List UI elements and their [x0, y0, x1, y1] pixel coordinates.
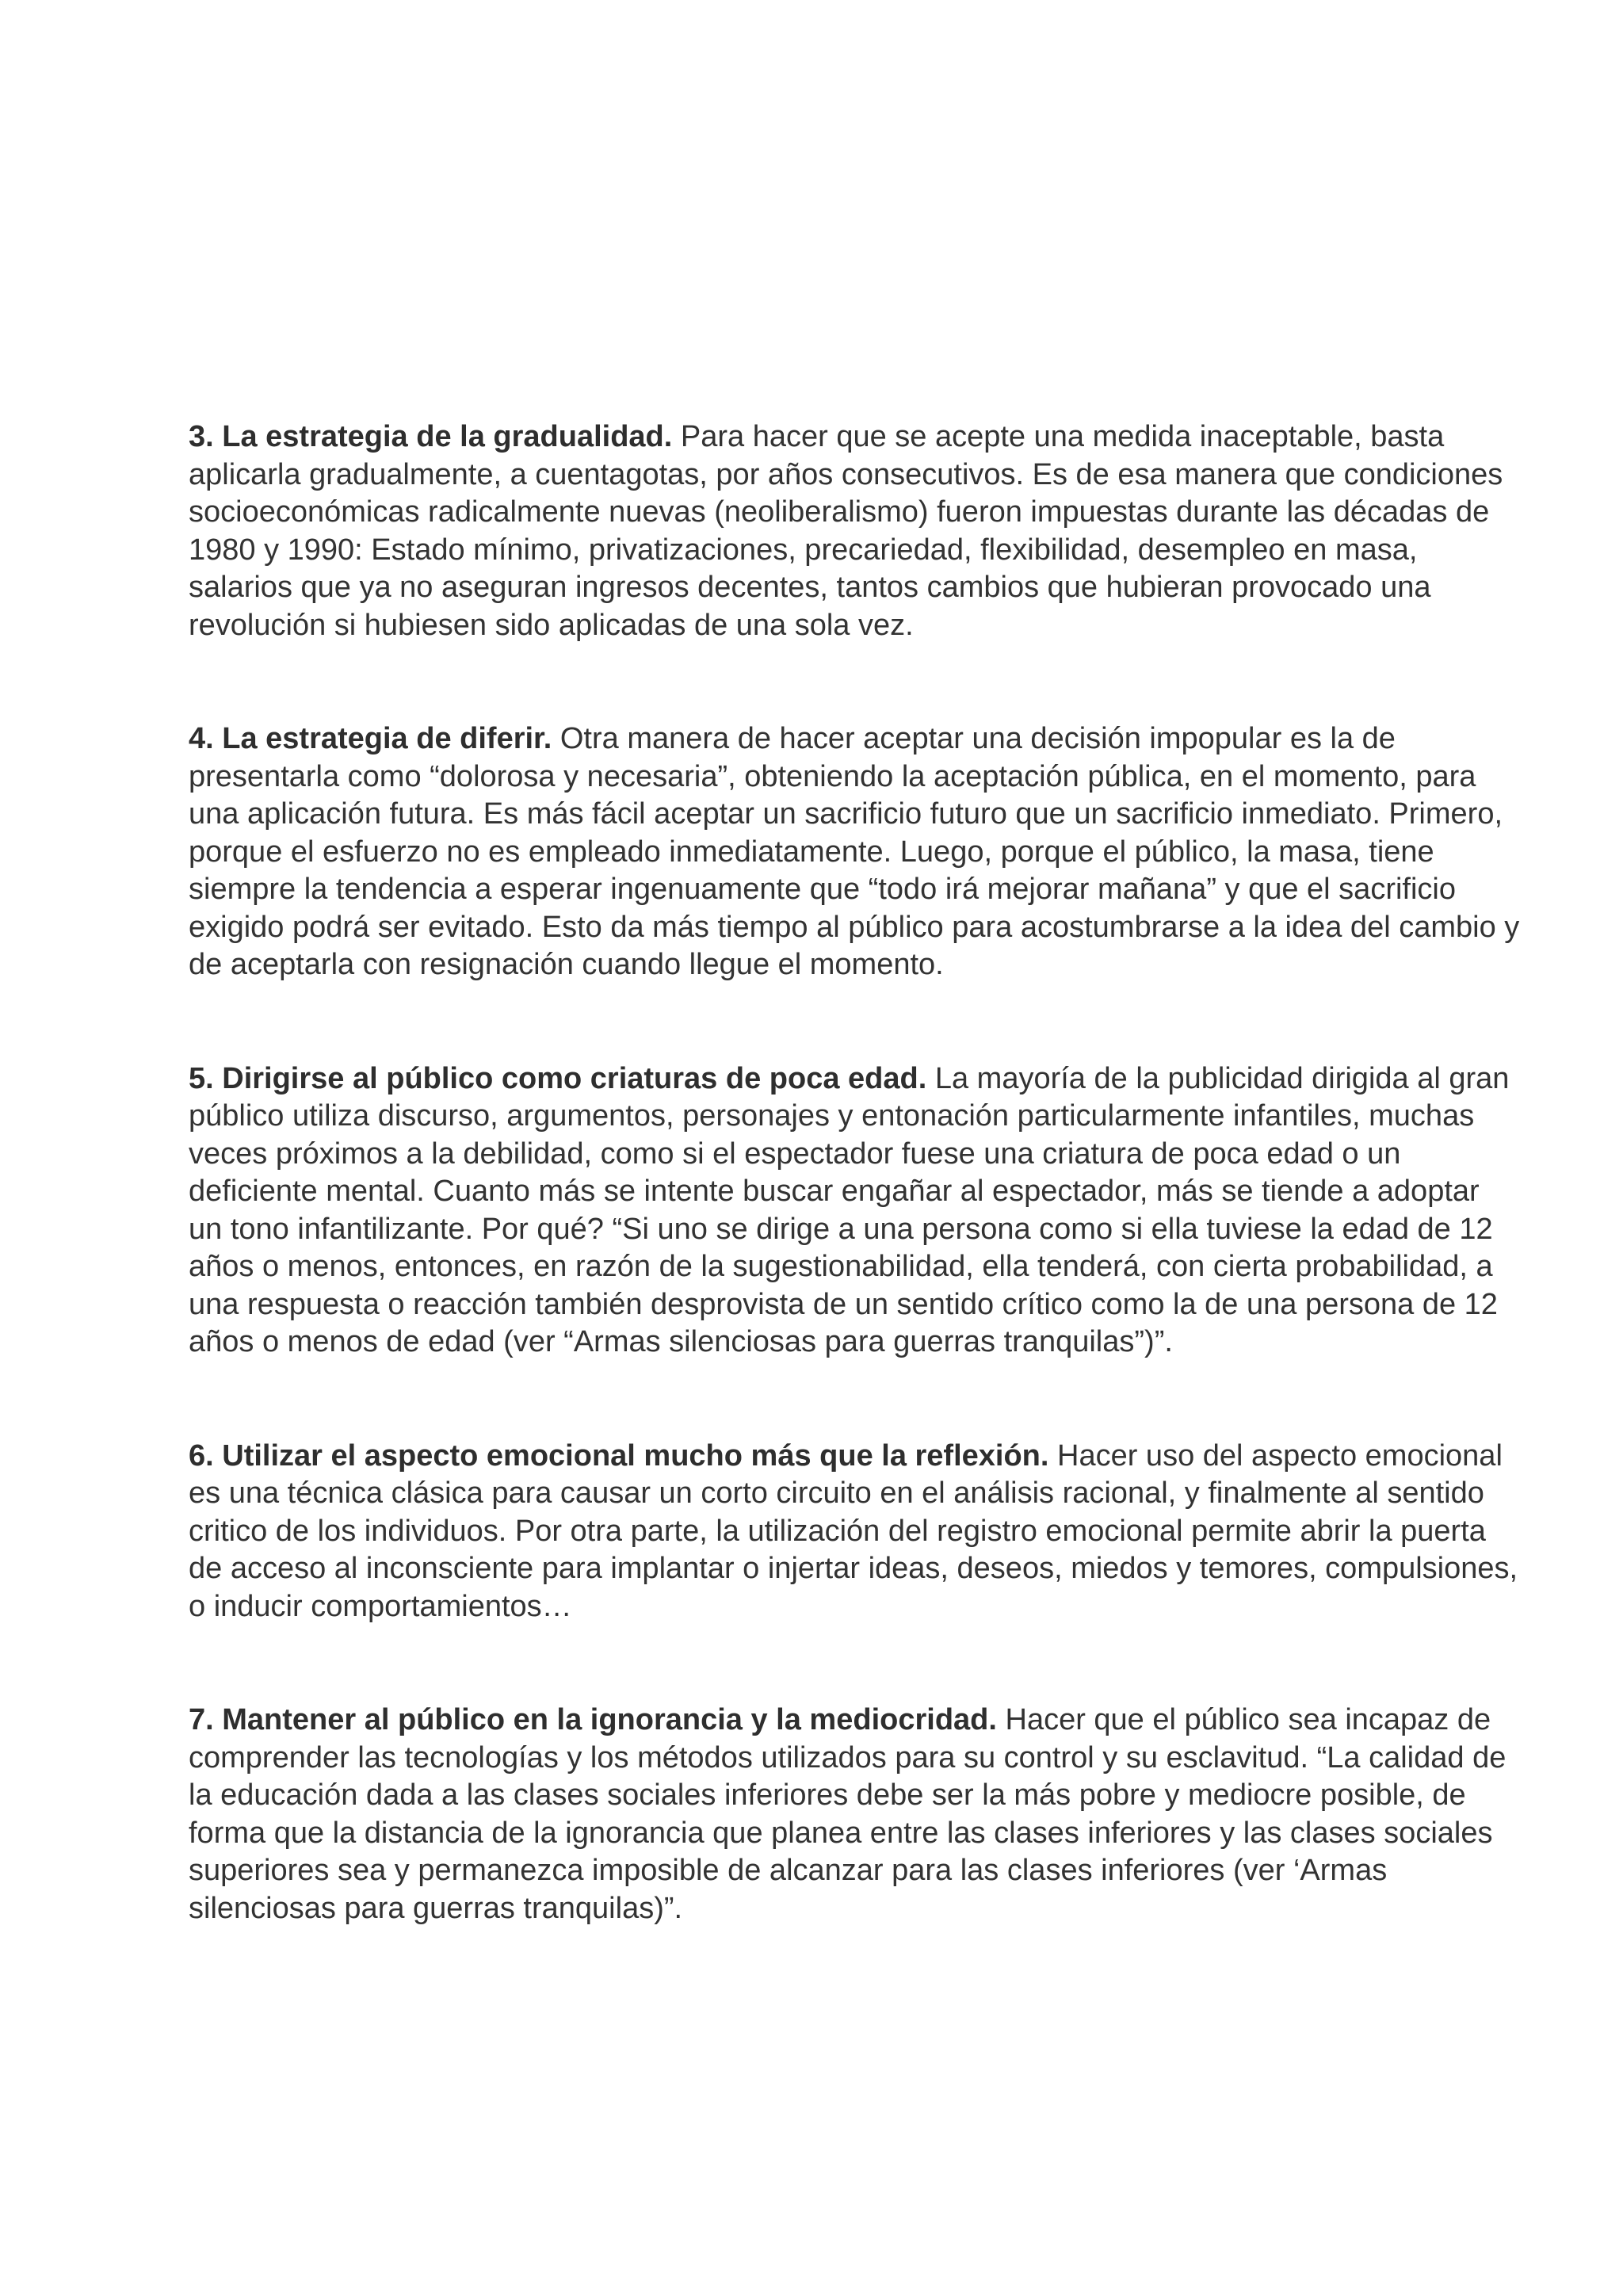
document-body — [189, 418, 1520, 2004]
section-text: La mayoría de la publicidad dirigida al gran público utiliza discurso, argumentos, personajes y entonación particularmente infantiles, muchas veces próximos a la debilidad, como si el espectador fuese una criatura de poca edad o un deficiente mental. Cuanto más se intente buscar engañar al espectador, más se tiende a adoptar un tono infantilizante. Por qué? “Si uno se dirige a una persona como si ella tuviese la edad de 12 años o menos, entonces, en razón de la sugestionabilidad, ella tenderá, con cierta probabilidad, a una respuesta o reacción también desprovista de un sentido crítico como la de una persona de 12 años o menos de edad (ver “Armas silenciosas para guerras tranquilas”)”. — [189, 1061, 1510, 1358]
section-text: Otra manera de hacer aceptar una decisión impopular es la de presentarla como “dolorosa y necesaria”, obteniendo la aceptación pública, en el momento, para una aplicación futura. Es más fácil aceptar un sacrificio futuro que un sacrificio inmediato. Primero, porque el esfuerzo no es empleado inmediatamente. Luego, porque el público, la masa, tiene siempre la tendencia a esperar ingenuamente que “todo irá mejorar mañana” y que el sacrificio exigido podrá ser evitado. Esto da más tiempo al público para acostumbrarse a la idea del cambio y de aceptarla con resignación cuando llegue el momento. — [189, 722, 1520, 981]
section-4-diferir — [189, 720, 1520, 984]
section-paragraph — [189, 720, 1520, 984]
section-6-emocional — [189, 1438, 1520, 1626]
section-heading: 5. Dirigirse al público como criaturas de poca edad. — [189, 1061, 927, 1095]
section-7-ignorancia — [189, 1702, 1520, 1927]
section-paragraph — [189, 418, 1520, 644]
section-text: Para hacer que se acepte una medida inaceptable, basta aplicarla gradualmente, a cuentagotas, por años consecutivos. Es de esa manera que condiciones socioeconómicas radicalmente nuevas (neoliberalismo) fueron impuestas durante las décadas de 1980 y 1990: Estado mínimo, privatizaciones, precariedad, flexibilidad, desempleo en masa, salarios que ya no aseguran ingresos decentes, tantos cambios que hubieran provocado una revolución si hubiesen sido aplicadas de una sola vez. — [189, 420, 1503, 642]
section-heading: 3. La estrategia de la gradualidad. — [189, 420, 673, 453]
section-paragraph — [189, 1060, 1520, 1362]
section-3-gradualidad — [189, 418, 1520, 644]
section-paragraph — [189, 1438, 1520, 1626]
section-paragraph — [189, 1702, 1520, 1927]
section-heading: 7. Mantener al público en la ignorancia y la mediocridad. — [189, 1703, 997, 1736]
section-text: Hacer que el público sea incapaz de comprender las tecnologías y los métodos utilizados para su control y su esclavitud. “La calidad de la educación dada a las clases sociales inferiores debe ser la más pobre y mediocre posible, de forma que la distancia de la ignorancia que planea entre las clases inferiores y las clases sociales superiores sea y permanezca imposible de alcanzar para las clases inferiores (ver ‘Armas silenciosas para guerras tranquilas)”. — [189, 1703, 1507, 1925]
section-text: Hacer uso del aspecto emocional es una técnica clásica para causar un corto circuito en el análisis racional, y finalmente al sentido critico de los individuos. Por otra parte, la utilización del registro emocional permite abrir la puerta de acceso al inconsciente para implantar o injertar ideas, deseos, miedos y temores, compulsiones, o inducir comportamientos… — [189, 1438, 1518, 1623]
section-heading: 6. Utilizar el aspecto emocional mucho más que la reflexión. — [189, 1438, 1049, 1473]
section-heading: 4. La estrategia de diferir. — [189, 722, 552, 755]
section-5-criaturas — [189, 1060, 1520, 1362]
